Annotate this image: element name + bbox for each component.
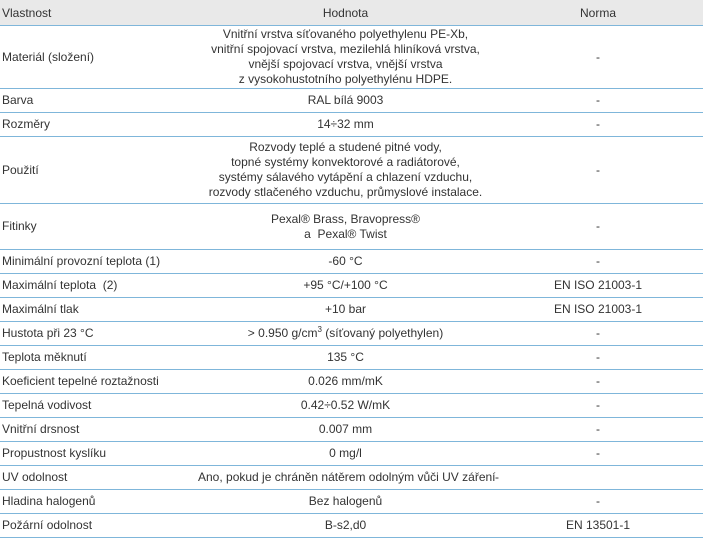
property-cell: Použití: [0, 137, 198, 204]
table-row: [0, 204, 703, 250]
norm-cell: -: [493, 137, 703, 204]
table-row: [0, 137, 703, 204]
table-header-row: [0, 0, 703, 26]
value-cell: [198, 204, 493, 250]
property-cell: Propustnost kyslíku: [0, 442, 198, 466]
value-cell: [198, 137, 493, 204]
value-line: z vysokohustotního polyethylénu HDPE.: [238, 72, 453, 86]
value-suffix: (síťovaný polyethylen): [321, 326, 444, 340]
value-line: vnitřní spojovací vrstva, mezilehlá hliníková vrstva,: [211, 42, 480, 56]
table-row: [0, 322, 703, 346]
table-row: [0, 394, 703, 418]
value-prefix: > 0.950 g/cm: [247, 326, 318, 340]
property-cell: Tepelná vodivost: [0, 394, 198, 418]
value-line: vnější spojovací vrstva, vnější vrstva: [248, 57, 443, 71]
table-row: [0, 89, 703, 113]
value-cell: [198, 26, 493, 89]
table-row: [0, 26, 703, 89]
norm-cell: -: [493, 322, 703, 346]
property-cell: Rozměry: [0, 113, 198, 137]
norm-cell: EN ISO 21003-1: [493, 298, 703, 322]
property-cell: Maximální tlak: [0, 298, 198, 322]
value-line: Rozvody teplé a studené pitné vody,: [249, 140, 442, 154]
property-cell: Fitinky: [0, 204, 198, 250]
value-cell: 0.026 mm/mK: [198, 370, 493, 394]
value-cell: Bez halogenů: [198, 490, 493, 514]
norm-cell: -: [493, 26, 703, 89]
property-cell: Maximální teplota (2): [0, 274, 198, 298]
norm-cell: -: [493, 370, 703, 394]
property-cell: UV odolnost: [0, 466, 198, 490]
table-row: [0, 250, 703, 274]
table-row: [0, 442, 703, 466]
table-row: [0, 466, 703, 490]
header-value: Hodnota: [198, 0, 493, 26]
value-cell: RAL bílá 9003: [198, 89, 493, 113]
property-cell: Hustota při 23 °C: [0, 322, 198, 346]
property-cell: Koeficient tepelné roztažnosti: [0, 370, 198, 394]
value-line: rozvody stlačeného vzduchu, průmyslové instalace.: [208, 185, 483, 199]
value-line: systémy sálavého vytápění a chlazení vzduchu,: [218, 170, 473, 184]
table-row: [0, 490, 703, 514]
property-cell: Barva: [0, 89, 198, 113]
table-row: [0, 113, 703, 137]
header-norm: Norma: [493, 0, 703, 26]
property-cell: Požární odolnost: [0, 514, 198, 538]
norm-cell: -: [493, 490, 703, 514]
value-line: Pexal® Brass, Bravopress®: [270, 211, 421, 226]
value-cell: +10 bar: [198, 298, 493, 322]
value-superscript: 3: [317, 325, 322, 334]
value-cell: -60 °C: [198, 250, 493, 274]
property-cell: Materiál (složení): [0, 26, 198, 89]
norm-cell: -: [493, 394, 703, 418]
property-cell: Minimální provozní teplota (1): [0, 250, 198, 274]
norm-cell: -: [493, 346, 703, 370]
value-cell: 0.42÷0.52 W/mK: [198, 394, 493, 418]
norm-cell: -: [493, 442, 703, 466]
norm-cell: -: [493, 113, 703, 137]
value-cell: 0 mg/l: [198, 442, 493, 466]
norm-cell: -: [493, 466, 703, 490]
value-cell: B-s2,d0: [198, 514, 493, 538]
norm-cell: -: [493, 204, 703, 250]
table-row: [0, 514, 703, 538]
property-cell: Hladina halogenů: [0, 490, 198, 514]
norm-cell: EN ISO 21003-1: [493, 274, 703, 298]
value-cell: 0.007 mm: [198, 418, 493, 442]
norm-cell: EN 13501-1: [493, 514, 703, 538]
norm-cell: -: [493, 418, 703, 442]
table-row: [0, 346, 703, 370]
table-row: [0, 298, 703, 322]
value-cell: +95 °C/+100 °C: [198, 274, 493, 298]
norm-cell: -: [493, 89, 703, 113]
value-line: Vnitřní vrstva síťovaného polyethylenu PE-Xb,: [222, 27, 469, 41]
property-cell: Teplota měknutí: [0, 346, 198, 370]
norm-cell: -: [493, 250, 703, 274]
value-line: topné systémy konvektorové a radiátorové,: [231, 155, 460, 169]
value-cell: 135 °C: [198, 346, 493, 370]
value-line: a Pexal® Twist: [304, 226, 387, 241]
property-cell: Vnitřní drsnost: [0, 418, 198, 442]
table-row: [0, 370, 703, 394]
table-row: [0, 418, 703, 442]
table-row: [0, 274, 703, 298]
value-cell: Ano, pokud je chráněn nátěrem odolným vůči UV záření: [198, 466, 493, 490]
value-cell: [198, 322, 493, 346]
value-cell: 14÷32 mm: [198, 113, 493, 137]
header-property: Vlastnost: [0, 0, 198, 26]
